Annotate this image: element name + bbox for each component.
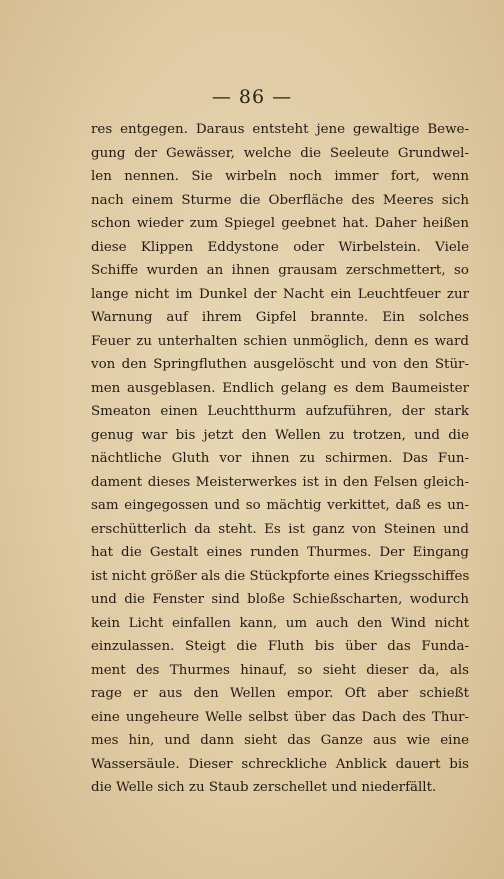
text-line: mes hin, und dann sieht das Ganze aus wie eine [91,733,469,748]
text-line: Smeaton einen Leuchtthurm aufzuführen, der stark [91,404,469,419]
text-line: nächtliche Gluth vor ihnen zu schirmen. Das Fun- [91,451,469,466]
text-line: und die Fenster sind bloße Schießscharten, wodurch [91,592,469,607]
page-number: — 86 — [211,86,293,108]
text-line: schon wieder zum Spiegel geebnet hat. Daher heißen [91,216,469,231]
text-line: genug war bis jetzt den Wellen zu trotzen, und die [91,427,469,443]
text-line: Schiffe wurden an ihnen grausam zerschmettert, so [91,263,469,278]
text-line: Warnung auf ihrem Gipfel brannte. Ein solches [91,310,469,325]
text-line: men ausgeblasen. Endlich gelang es dem Baumeister [91,380,469,396]
text-line: gung der Gewässer, welche die Seeleute Grundwel- [91,145,469,161]
text-line: dament dieses Meisterwerkes ist in den Felsen gleich- [91,474,469,490]
text-line: von den Springfluthen ausgelöscht und von den Stür- [91,357,469,372]
text-line: erschütterlich da steht. Es ist ganz von Steinen und [91,521,469,537]
text-line: eine ungeheure Welle selbst über das Dach des Thur- [91,709,469,725]
text-line: ist nicht größer als die Stückpforte eines Kriegsschiffes [91,568,469,584]
text-line: rage er aus den Wellen empor. Oft aber schießt [91,686,469,701]
text-line: Feuer zu unterhalten schien unmöglich, denn es ward [91,333,469,349]
text-line: kein Licht einfallen kann, um auch den Wind nicht [91,615,469,631]
text-line: nach einem Sturme die Oberfläche des Meeres sich [91,192,469,208]
text-line: lange nicht im Dunkel der Nacht ein Leuchtfeuer zur [91,286,469,302]
text-line: diese Klippen Eddystone oder Wirbelstein. Viele [91,239,469,255]
text-line: len nennen. Sie wirbeln noch immer fort, wenn [91,169,469,184]
text-line: die Welle sich zu Staub zerschellet und niederfällt. [91,780,437,795]
text-line: hat die Gestalt eines runden Thurmes. Der Eingang [91,545,469,560]
body-text [91,118,469,800]
text-line: ment des Thurmes hinauf, so sieht dieser da, als [91,662,469,678]
text-line: sam eingegossen und so mächtig verkittet, daß es un- [91,498,469,513]
text-line: einzulassen. Steigt die Fluth bis über das Funda- [91,639,469,654]
text-line: Wassersäule. Dieser schreckliche Anblick dauert bis [91,756,469,772]
text-line: res entgegen. Daraus entsteht jene gewaltige Bewe- [91,122,469,137]
